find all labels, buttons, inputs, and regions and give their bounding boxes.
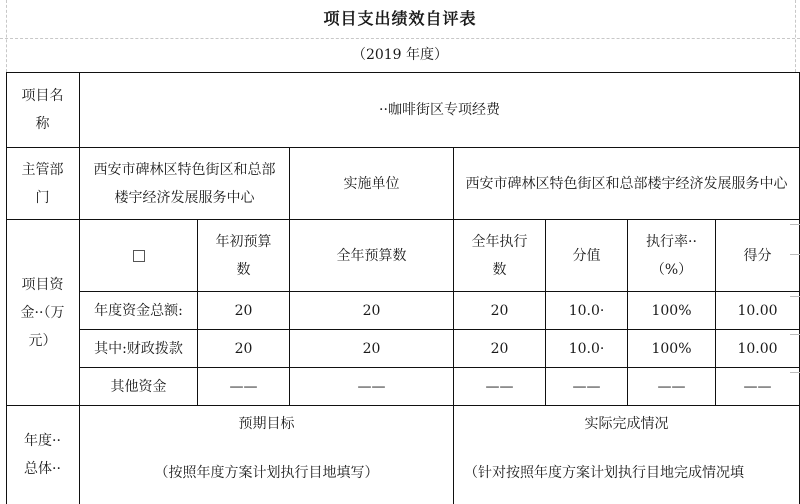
header-score: 得分 <box>716 220 800 292</box>
header-score-value: 分值 <box>546 220 628 292</box>
ruler-mark <box>790 372 800 373</box>
funds-row-initial: —— <box>198 368 290 406</box>
funds-row-name: 年度资金总额: <box>80 292 198 330</box>
funds-row-name: 其他资金 <box>80 368 198 406</box>
actual-result-note: （针对按照年度方案计划执行目地完成情况填 <box>454 442 800 504</box>
year-label: （2019 年度） <box>351 47 449 63</box>
funds-row-score: 10.00 <box>716 330 800 368</box>
funds-row-rate: 100% <box>628 292 716 330</box>
funds-row-score: —— <box>716 368 800 406</box>
header-annual-exec: 全年执行数 <box>454 220 546 292</box>
impl-value: 西安市碑林区特色街区和总部楼宇经济发展服务中心 <box>454 148 800 220</box>
goals-label: 年度··总体·· <box>6 406 80 504</box>
funds-row-value: 10.0· <box>546 292 628 330</box>
funds-row-exec: 20 <box>454 292 546 330</box>
ruler-mark <box>790 224 800 225</box>
funds-row-value: 10.0· <box>546 330 628 368</box>
funds-row-annual: —— <box>290 368 454 406</box>
expected-goal-title: 预期目标 <box>80 406 454 442</box>
header-initial-budget: 年初预算数 <box>198 220 290 292</box>
guide-line-right <box>795 0 796 72</box>
impl-label: 实施单位 <box>290 148 454 220</box>
funds-row-annual: 20 <box>290 330 454 368</box>
expected-goal-note: （按照年度方案计划执行目地填写） <box>80 442 454 504</box>
funds-row-value: —— <box>546 368 628 406</box>
ruler-mark <box>790 254 800 255</box>
funds-row-annual: 20 <box>290 292 454 330</box>
funds-row-name: 其中:财政拨款 <box>80 330 198 368</box>
ruler-mark <box>790 296 800 297</box>
funds-row-rate: 100% <box>628 330 716 368</box>
ruler-mark <box>790 334 800 335</box>
page-title: 项目支出绩效自评表 <box>0 0 800 39</box>
dept-value: 西安市碑林区特色街区和总部楼宇经济发展服务中心 <box>80 148 290 220</box>
checkbox-icon <box>133 250 145 262</box>
funds-row-rate: —— <box>628 368 716 406</box>
funds-row-score: 10.00 <box>716 292 800 330</box>
funds-row-initial: 20 <box>198 330 290 368</box>
header-exec-rate: 执行率··（%） <box>628 220 716 292</box>
header-annual-budget: 全年预算数 <box>290 220 454 292</box>
funds-row-initial: 20 <box>198 292 290 330</box>
dept-label: 主管部门 <box>6 148 80 220</box>
funds-row-exec: 20 <box>454 330 546 368</box>
project-name-label: 项目名称 <box>6 72 80 148</box>
project-name-value: ··咖啡街区专项经费 <box>80 72 800 148</box>
funds-row-exec: —— <box>454 368 546 406</box>
funds-header-checkbox-cell <box>80 220 198 292</box>
funds-label: 项目资金··（万元） <box>6 220 80 406</box>
guide-line-left <box>6 0 7 72</box>
actual-result-title: 实际完成情况 <box>454 406 800 442</box>
